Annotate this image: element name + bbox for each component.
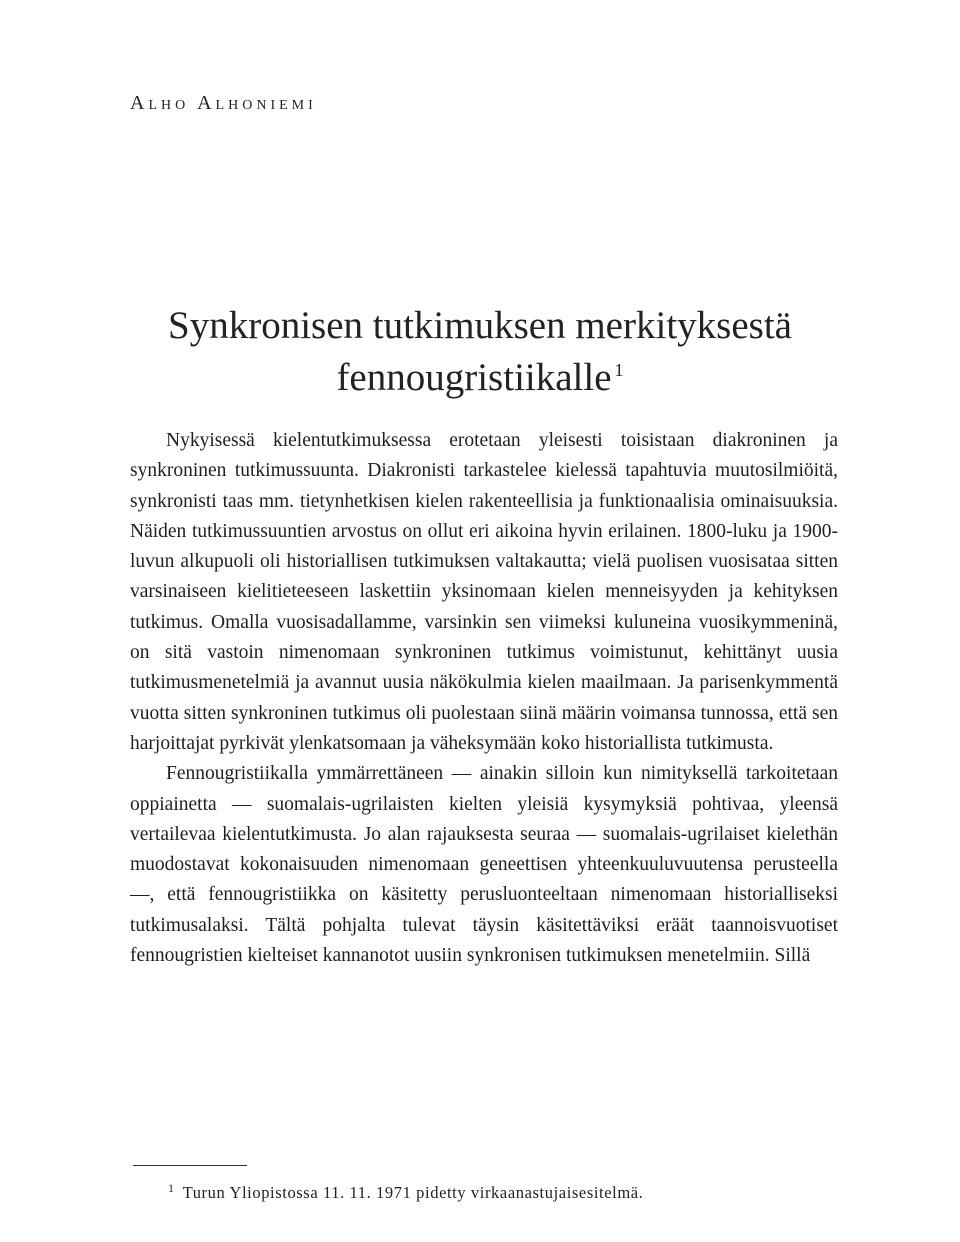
title-line-2: fennougristiikalle: [336, 356, 612, 399]
footnote: [168, 1183, 643, 1203]
footnote-marker: 1: [168, 1181, 175, 1195]
footnote-divider: [133, 1165, 247, 1166]
paragraph-1: Nykyisessä kielentutkimuksessa erotetaan yleisesti toisistaan diakroninen ja synkroninen tutkimussuunta. Diakronisti tarkastelee kielessä tapahtuvia muutosilmiöitä, synkronisti taas mm. tietynhetkisen kielen rakenteellisia ja funktionaalisia ominaisuuksia. Näiden tutkimussuuntien arvostus on ollut eri aikoina hyvin erilainen. 1800-luku ja 1900-luvun alkupuoli oli historiallisen tutkimuksen valtakautta; vielä puolisen vuosisataa sitten varsinaiseen kielitieteeseen laskettiin yksinomaan kielen menneisyyden ja kehityksen tutkimus. Omalla vuosisadallamme, varsinkin sen viimeksi kuluneina vuosikymmeninä, on sitä vastoin nimenomaan synkroninen tutkimus voimistunut, kehittänyt uusia tutkimusmenetelmiä ja avannut uusia näkökulmia kielen maailmaan. Ja parisenkymmentä vuotta sitten synkroninen tutkimus oli puolestaan siinä määrin voimansa tunnossa, että sen harjoittajat pyrkivät ylenkatsomaan ja väheksymään koko historiallista tutkimusta.: [130, 430, 838, 754]
footnote-text: Turun Yliopistossa 11. 11. 1971 pidetty virkaanastujaisesitelmä.: [182, 1183, 644, 1202]
title-footnote-marker: 1: [614, 360, 624, 380]
author-name: Alho Alhoniemi: [130, 92, 317, 114]
article-title: [100, 300, 860, 404]
paragraph-2: Fennougristiikalla ymmärrettäneen — ainakin silloin kun nimityksellä tarkoitetaan oppiainetta — suomalais-ugrilaisten kielten yleisiä kysymyksiä pohtivaa, yleensä vertailevaa kielentutkimusta. Jo alan rajauksesta seuraa — suomalais-ugrilaiset kielethän muodostavat kokonaisuuden nimenomaan geneettisen yhteenkuuluvuutensa perusteella —, että fennougristiikka on käsitetty perusluonteeltaan nimenomaan historialliseksi tutkimusalaksi. Tältä pohjalta tulevat täysin käsitettäviksi eräät taannoisvuotiset fennougristien kielteiset kannanotot uusiin synkronisen tutkimuksen menetelmiin. Sillä: [130, 763, 838, 967]
title-line-1: Synkronisen tutkimuksen merkityksestä: [168, 304, 792, 347]
article-body: [130, 426, 838, 971]
